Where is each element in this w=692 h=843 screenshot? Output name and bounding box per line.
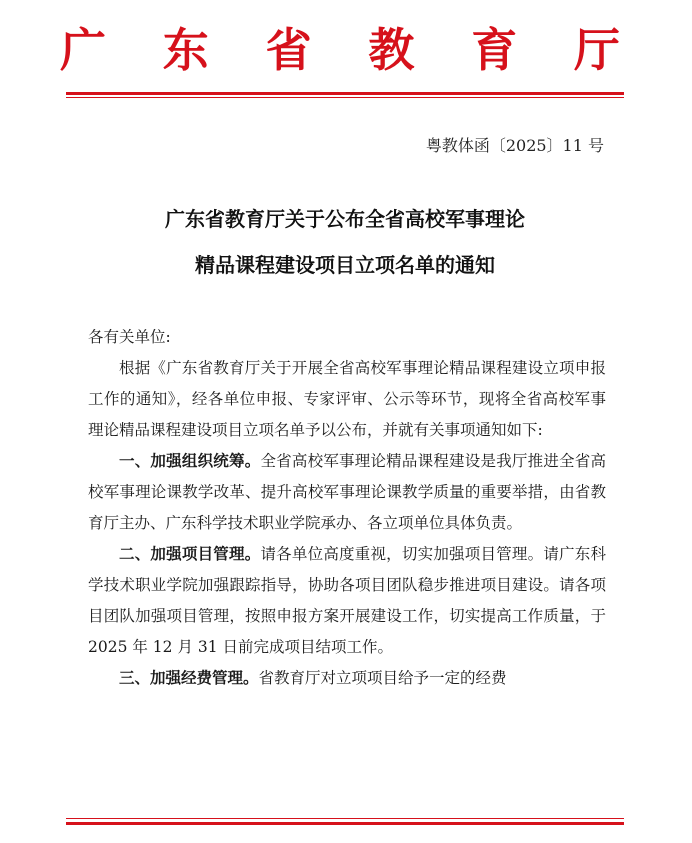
section-paragraph	[88, 539, 606, 663]
section-heading: 三、加强经费管理。	[119, 669, 259, 687]
letterhead-char: 广	[60, 23, 106, 77]
section-text: 全省高校军事理论精品课程建设是我厅推进全省高校军事理论课教学改革、提升高校军事理论课教学质量的重要举措，由省教育厅主办、广东科学技术职业学院承办、各立项单位具体负责。	[88, 452, 606, 532]
letterhead-char: 教	[368, 23, 415, 77]
section-heading: 一、加强组织统筹。	[119, 452, 261, 470]
letterhead-char: 省	[265, 23, 312, 77]
section-heading: 二、加强项目管理。	[119, 545, 261, 563]
title-line-1: 广东省教育厅关于公布全省高校军事理论	[165, 207, 525, 231]
letterhead-char: 东	[162, 23, 209, 77]
document-title	[66, 196, 624, 288]
document-body	[88, 322, 606, 694]
letterhead-char: 厅	[573, 23, 620, 77]
header-rule-thick	[66, 92, 624, 95]
document-number: 粤教体函〔2025〕11 号	[425, 136, 604, 155]
footer-rule-thin	[66, 818, 624, 819]
letterhead-char: 育	[471, 23, 518, 77]
section-paragraph	[88, 663, 606, 694]
intro-paragraph: 根据《广东省教育厅关于开展全省高校军事理论精品课程建设立项申报工作的通知》，经各单位申报、专家评审、公示等环节，现将全省高校军事理论精品课程建设项目立项名单予以公布，并就有关事项通知如下:	[88, 359, 606, 439]
salutation: 各有关单位:	[88, 328, 171, 346]
section-text: 请各单位高度重视，切实加强项目管理。请广东科学技术职业学院加强跟踪指导，协助各项目团队稳步推进项目建设。请各项目团队加强项目管理，按照申报方案开展建设工作，切实提高工作质量，于 2025 年 12 月 31 日前完成项目结项工作。	[88, 545, 606, 656]
title-line-2: 精品课程建设项目立项名单的通知	[195, 253, 495, 277]
section-paragraph	[88, 446, 606, 539]
section-text: 省教育厅对立项项目给予一定的经费	[258, 669, 507, 687]
letterhead	[60, 20, 620, 80]
footer-rule-thick	[66, 822, 624, 825]
header-rule-thin	[66, 97, 624, 98]
